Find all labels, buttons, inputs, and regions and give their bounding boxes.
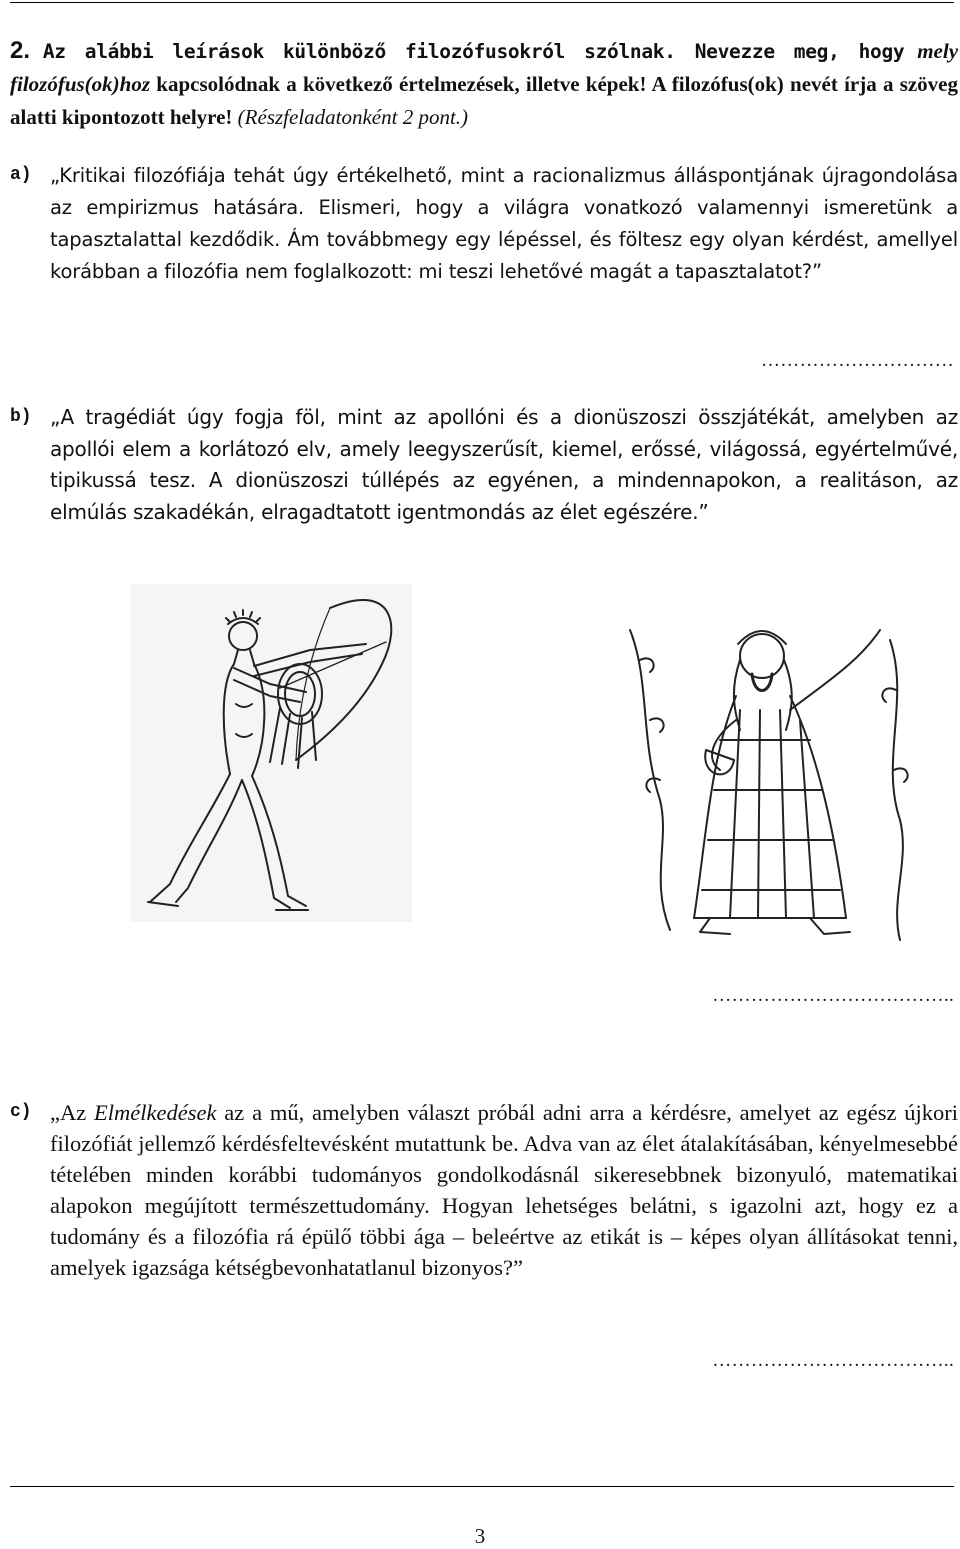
item-c-text-post: az a mű, amelyben választ próbál adni arra a kérdésre, amelyet az egész újkori filozófiát jellemző kérdésfeltevésként mutattunk be. Adva van az élet átalakításában, kényelmesebbé tételében minden korábbi tudományos gondolkodásnál sikeresebbnek bizonyuló, matematikai alapokon megújított természettudomány. Hogyan lehetséges belátni, s igazolni azt, hogy ez a tudomány és a filozófia rá épülő többi ága – beleértve az etikát is – képes olyan állításokat tenni, amelyek igazsága kétségbevonhatatlanul bizonyos?” [50,1100,958,1280]
answer-line-b[interactable]: ……………………………….. [712,985,954,1006]
task-number: 2. [10,37,31,64]
item-c-title: Elmélkedések [94,1100,217,1125]
answer-line-a[interactable]: ………………………… [761,350,954,371]
dionysus-vine-drawing [610,600,920,945]
item-b-text: „A tragédiát úgy fogja föl, mint az apollóni és a dionüszoszi összjátékát, amelyben az apollói elem a korlátozó elv, amely leegyszerűsít, kiemel, erőssé, világossá, egyértelművé, tipikussá tesz. A dionüszoszi túllépés az egyénen, a mindennapokon, a realitáson, az elmúlás szakadékán, elragadtatott igentmondás az élet egészére.” [50,405,958,524]
task-filozofusok: filozófus(ok)hoz [10,72,151,96]
page-number: 3 [474,1524,486,1548]
apollo-archer-drawing [130,584,412,922]
task-intro: Az alábbi leírások különböző filozófusokról szólnak. Nevezze meg, hogy [42,40,905,63]
task-instruction: kapcsolódnak a következő értelmezések, illetve képek! A filozófus(ok) nevét írja a szöveg alatti kipontozott helyre! [10,72,959,129]
item-a-label: a) [10,165,32,185]
item-a [10,160,958,288]
item-b-label: b) [10,407,32,427]
item-c-text-pre: „Az [50,1100,87,1125]
item-a-text: „Kritikai filozófiája tehát úgy értékelhető, mint a racionalizmus álláspontjának újragondolása az empirizmus hatására. Elismeri, hogy a világra vonatkozó valamennyi ismeretünk a tapasztalattal kezdődik. Ám továbbmegy egy lépéssel, és föltesz egy olyan kérdést, amellyel korábban a filozófia nem foglalkozott: mi teszi lehetővé magát a tapasztalatot?” [50,164,958,283]
item-c-text [50,1097,958,1283]
answer-line-c[interactable]: ……………………………….. [712,1350,954,1371]
item-b [10,402,958,528]
item-c [10,1097,958,1283]
bottom-rule [10,1486,954,1487]
task-header [10,34,958,134]
task-mely: mely [917,39,959,63]
top-rule [10,2,954,3]
task-points: (Részfeladatonként 2 pont.) [237,105,469,129]
item-c-label: c) [10,1102,32,1122]
